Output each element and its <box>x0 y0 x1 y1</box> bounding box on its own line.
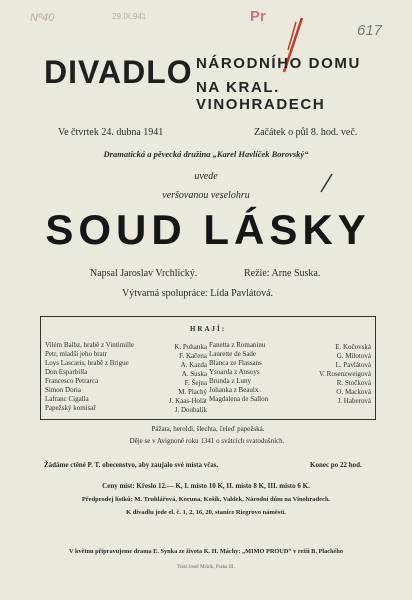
cast-role: Blanca ze Flassans <box>209 359 262 367</box>
event-start: Začátek o půl 8. hod. več. <box>254 127 358 138</box>
theatre-subtitle-line2: NA KRAL. VINOHRADECH <box>196 79 326 113</box>
theatre-name: DIVADLO <box>44 54 193 90</box>
cast-actor: F. Kačena <box>179 352 207 360</box>
cast-actor: O. Macková <box>336 388 371 396</box>
cast-role: Lafranc Cigalla <box>45 395 89 403</box>
cast-actor: L. Pavlátová <box>335 361 371 369</box>
cast-actor: F. Šejna <box>184 379 207 387</box>
play-setting: Děje se v Avignoně roku 1341 o svátcích svatodušních. <box>129 437 285 445</box>
play-title: SOUD LÁSKY <box>45 206 371 253</box>
cast-actor: E. Kočovská <box>335 343 371 351</box>
company-name: Dramatická a pěvecká družina „Karel Havlíček Borovský“ <box>103 149 309 159</box>
tram-info: K divadlu jede el. č. 1, 2, 16, 20, stanice Riegrovo náměstí. <box>126 509 286 516</box>
notice-punctuality: Žádáme ctěné P. T. obecenstvo, aby zaujalo své místa včas. <box>44 461 219 469</box>
event-date: Ve čtvrtek 24. dubna 1941 <box>58 127 164 138</box>
cast-actor: J. Kaas-Holát <box>168 397 207 405</box>
cast-role: Brunda z Luny <box>209 377 251 385</box>
cast-actor: A. Kazda <box>180 361 207 369</box>
notice-end-time: Konec po 22 hod. <box>310 461 362 469</box>
play-director: Režie: Arne Suska. <box>244 268 321 279</box>
cast-actor: R. Stočková <box>336 379 371 387</box>
red-pencil-mark: Pr <box>250 8 266 25</box>
cast-actor: K. Pohanka <box>174 343 207 351</box>
cast-actor: V. Rosenzweigová <box>319 370 371 378</box>
presale-info: Předprodej lístků: M. Truhlářová, Koruna, Košík, Valdek, Národní dům na Vinohradech. <box>81 496 331 503</box>
cast-role: Vilém Balbz, hrabě z Vintimille <box>45 341 135 349</box>
next-production: V květnu připravujeme drama E. Synka ze života K. H. Máchy: „MIMO PROUD“ v režii B. Plachého <box>68 548 343 555</box>
cast-role: Loys Lascaris, hrabě z Brigue <box>45 359 129 367</box>
genre-label: veršovanou veselohru <box>162 190 250 201</box>
cast-role: Don Esparbilla <box>45 368 88 376</box>
archive-number: 617 <box>357 22 383 39</box>
ticket-prices: Ceny míst: Křeslo 12.— K, I. místo 10 K, II. místo 8 K, III. místo 6 K. <box>102 482 310 490</box>
cast-role: Papežský komisař <box>45 404 96 412</box>
cast-extras: Pážata, heroldi, šlechta, čeleď papežská. <box>151 425 265 433</box>
cast-heading: HRAJÍ: <box>189 325 227 333</box>
cast-box <box>40 316 376 433</box>
cast-role: Fanetta z Romaninu <box>209 341 266 349</box>
cast-role: Magdalena de Sallon <box>209 395 269 403</box>
play-design: Výtvarná spolupráce: Lída Pavlátová. <box>122 288 274 299</box>
cast-actor: G. Milotová <box>336 352 371 360</box>
cast-role: Johanka z Beaulx <box>209 386 259 394</box>
handwritten-number: Nº40 <box>30 12 55 24</box>
cast-row <box>45 404 207 414</box>
cast-role: Simon Doria <box>45 386 81 394</box>
cast-actor: A. Suska <box>181 370 207 378</box>
cast-actor: M. Plachý <box>178 388 207 396</box>
cast-row <box>209 395 371 405</box>
cast-role: Laurette de Sade <box>209 350 257 358</box>
presents-label: uvede <box>194 171 218 182</box>
theatre-subtitle-line1: NÁRODNÍHO DOMU <box>196 55 361 72</box>
cast-role: Francesco Petrarca <box>45 377 99 385</box>
date-stamp: 29.IX.941 <box>112 12 147 21</box>
cast-actor: J. Haberová <box>337 397 371 405</box>
printer-credit: Tiskl Josef Mrštík, Praha III. <box>177 565 235 570</box>
cast-role: Petr, mladší jeho bratr <box>45 350 107 358</box>
play-author: Napsal Jaroslav Vrchlický. <box>90 268 198 279</box>
cast-role: Ysoarda z Ansoys <box>209 368 260 376</box>
cast-actor: J. Doubalík <box>174 406 207 414</box>
